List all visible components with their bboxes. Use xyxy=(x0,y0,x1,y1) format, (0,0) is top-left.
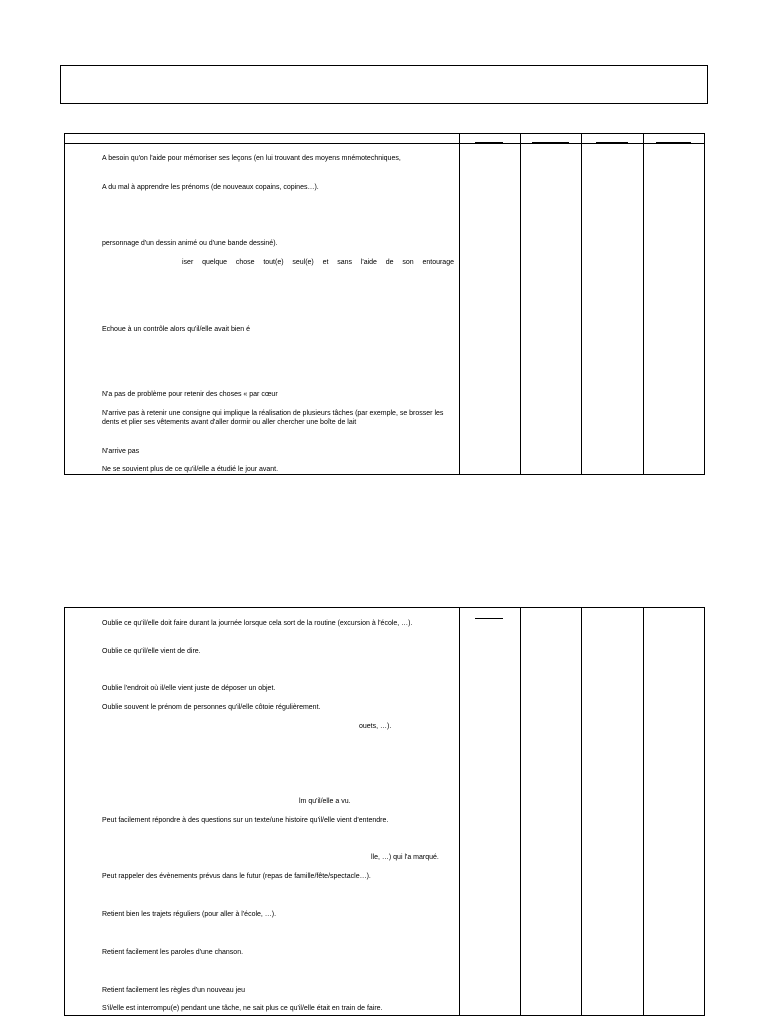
list-item: Ne se souvient plus de ce qu'il/elle a étudié le jour avant. xyxy=(102,466,279,473)
column-divider xyxy=(581,608,582,1015)
list-item: personnage d'un dessin animé ou d'une bande dessiné). xyxy=(102,240,278,247)
column-divider xyxy=(643,134,644,474)
header-dash xyxy=(475,618,503,619)
header-dash xyxy=(532,142,569,143)
column-divider xyxy=(459,134,460,474)
list-item: N'arrive pas xyxy=(102,448,140,455)
column-divider xyxy=(459,608,460,1015)
header-row-divider xyxy=(65,143,704,144)
list-item: N'arrive pas à retenir une consigne qui implique la réalisation de plusieurs tâches (par exemple, se brosser les dents et plier ses vêtements avant d'aller dormir ou aller chercher une boîte de lait xyxy=(102,410,444,426)
list-item: lle, …) qui l'a marqué. xyxy=(371,854,439,861)
list-item: lm qu'il/elle a vu. xyxy=(299,798,351,805)
header-dash xyxy=(596,142,628,143)
list-item: Oublie ce qu'il/elle vient de dire. xyxy=(102,648,201,655)
list-item: Retient bien les trajets réguliers (pour aller à l'école, …). xyxy=(102,911,277,918)
list-item: Oublie ce qu'il/elle doit faire durant la journée lorsque cela sort de la routine (excursion à l'école, …). xyxy=(102,620,413,627)
column-divider xyxy=(520,134,521,474)
checklist-table-2 xyxy=(64,607,705,1016)
list-item: A du mal à apprendre les prénoms (de nouveaux copains, copines…). xyxy=(102,184,319,191)
list-item: Echoue à un contrôle alors qu'il/elle avait bien é xyxy=(102,326,251,333)
list-item: S'il/elle est interrompu(e) pendant une tâche, ne sait plus ce qu'il/elle était en train de faire. xyxy=(102,1005,383,1012)
column-divider xyxy=(520,608,521,1015)
list-item: A besoin qu'on l'aide pour mémoriser ses leçons (en lui trouvant des moyens mnémotechniques, xyxy=(102,155,401,162)
list-item: Retient facilement les paroles d'une chanson. xyxy=(102,949,244,956)
header-dash xyxy=(656,142,691,143)
list-item: Peut facilement répondre à des questions sur un texte/une histoire qu'il/elle vient d'entendre. xyxy=(102,817,389,824)
list-item: Retient facilement les règles d'un nouveau jeu xyxy=(102,987,245,994)
list-item: ouets, …). xyxy=(359,723,392,730)
list-item: Oublie souvent le prénom de personnes qu'il/elle côtoie régulièrement. xyxy=(102,704,321,711)
list-item: Oublie l'endroit où il/elle vient juste de déposer un objet. xyxy=(102,685,276,692)
list-item: iser quelque chose tout(e) seul(e) et sans l'aide de son entourage xyxy=(182,259,454,266)
column-divider xyxy=(581,134,582,474)
header-dash xyxy=(475,142,503,143)
checklist-table-1 xyxy=(64,133,705,475)
column-divider xyxy=(643,608,644,1015)
list-item: N'a pas de problème pour retenir des choses « par cœur xyxy=(102,391,278,398)
list-item: Peut rappeler des évènements prévus dans le futur (repas de famille/fête/spectacle…). xyxy=(102,873,371,880)
title-box xyxy=(60,65,708,104)
